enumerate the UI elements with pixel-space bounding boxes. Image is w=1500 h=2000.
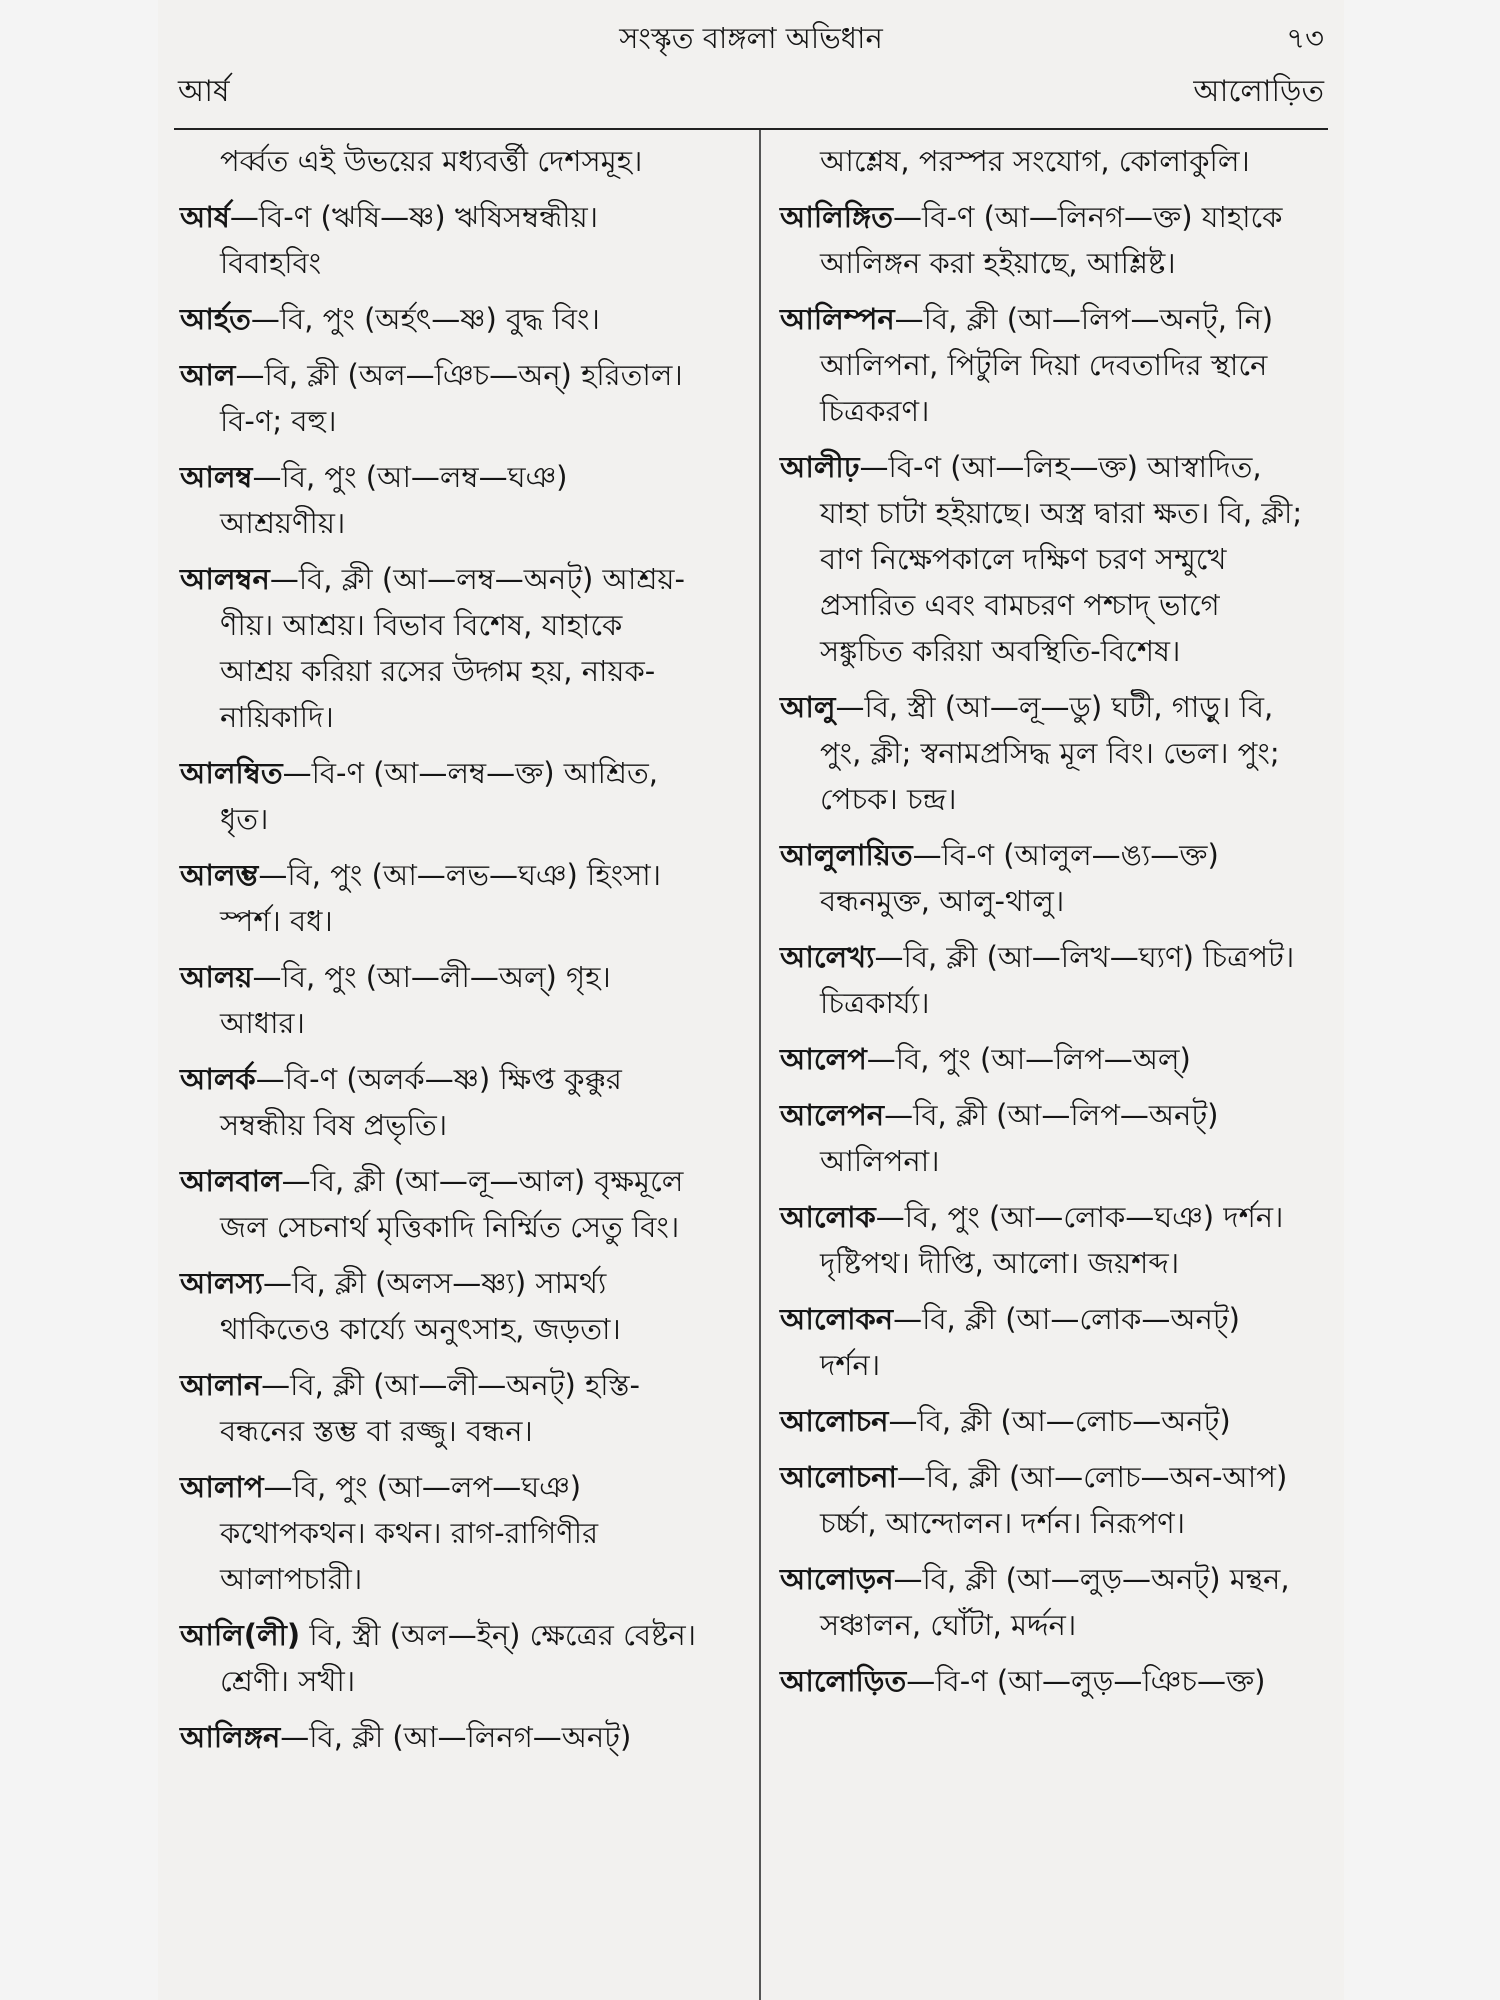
headword: আলয় <box>180 960 253 994</box>
definition: —বি, ক্লী (অলস—ষ্ণ্য) সামর্থ্য থাকিতেও কার্য্যে অনুৎসাহ, জড়তা। <box>220 1266 621 1346</box>
headword: আলম্ভ <box>180 858 259 892</box>
dictionary-entry <box>180 352 742 444</box>
dictionary-entry <box>180 454 742 546</box>
right-margin <box>1344 0 1500 2000</box>
headword: আলম্বন <box>180 562 270 596</box>
definition: —বি, পুং (আ—লী—অল্) গৃহ। আধার। <box>220 960 611 1040</box>
page-number: ৭৩ <box>1286 21 1324 55</box>
dictionary-entry <box>180 750 742 842</box>
definition: —বি, ক্লী (আ—লোক—অনট্) দর্শন। <box>820 1302 1240 1382</box>
dictionary-entry <box>780 1556 1328 1648</box>
guide-word-last: আলোড়িত <box>1193 74 1324 109</box>
definition: —বি, পুং (আ—লম্ব—ঘঞ) আশ্রয়ণীয়। <box>220 460 568 540</box>
headword: আলেখ্য <box>780 940 875 974</box>
book-title: সংস্কৃত বাঙ্গলা অভিধান <box>619 21 883 55</box>
headword: আলান <box>180 1368 262 1402</box>
dictionary-entry <box>180 1362 742 1454</box>
headword: আলবাল <box>180 1164 282 1198</box>
dictionary-entry <box>180 852 742 944</box>
definition: —বি, পুং (আ—লপ—ঘঞ) কথোপকথন। কথন। রাগ-রাগিণীর আলাপচারী। <box>220 1470 599 1596</box>
dictionary-entry <box>180 1260 742 1352</box>
dictionary-entry <box>180 556 742 740</box>
headword: আলেপন <box>780 1098 885 1132</box>
headword: আলাপ <box>180 1470 264 1504</box>
headword: আলোক <box>780 1200 876 1234</box>
definition: —বি, ক্লী (আ—লূ—আল) বৃক্ষমূলে জল সেচনার্থ মৃত্তিকাদি নির্ম্মিত সেতু বিং। <box>220 1164 684 1244</box>
definition: —বি-ণ (আলুল—ঙ্য—ক্ত) বন্ধনমুক্ত, আলু-থালু। <box>820 838 1219 918</box>
definition: —বি, ক্লী (আ—লম্ব—অনট্) আশ্রয়- ণীয়। আশ্রয়। বিভাব বিশেষ, যাহাকে আশ্রয় করিয়া রসের উদ্গম হয়, নায়ক- নায়িকাদি। <box>220 562 685 734</box>
headword: আলোচনা <box>780 1460 897 1494</box>
headword: আলোচন <box>780 1404 889 1438</box>
definition: —বি-ণ (ঋষি—ষ্ণ) ঋষিসম্বন্ধীয়। বিবাহবিং <box>220 200 599 280</box>
headword: আলিঙ্গন <box>180 1720 281 1754</box>
definition: —বি, পুং (অর্হৎ—ষ্ণ) বুদ্ধ বিং। <box>250 302 600 336</box>
definition: —বি, ক্লী (আ—লিপ—অনট্, নি) আলিপনা, পিটুলি দিয়া দেবতাদির স্থানে চিত্রকরণ। <box>820 302 1274 428</box>
headword: আলেপ <box>780 1042 867 1076</box>
dictionary-entry <box>180 1056 742 1148</box>
headword: আলোড়ন <box>780 1562 894 1596</box>
dictionary-entry <box>780 1092 1328 1184</box>
dictionary-entry <box>780 1454 1328 1546</box>
dictionary-entry <box>780 444 1328 674</box>
dictionary-page <box>158 0 1344 2000</box>
left-margin <box>0 0 158 2000</box>
dictionary-entry <box>180 1158 742 1250</box>
headword: আলম্ব <box>180 460 253 494</box>
dictionary-entry <box>780 194 1328 286</box>
definition: —বি, ক্লী (আ—লোচ—অনট্) <box>888 1404 1231 1438</box>
dictionary-entry <box>180 1612 742 1704</box>
definition: —বি, ক্লী (আ—লোচ—অন-আপ) চর্চ্চা, আন্দোলন। দর্শন। নিরূপণ। <box>820 1460 1288 1540</box>
headword: আলম্বিত <box>180 756 283 790</box>
dictionary-entry <box>780 1398 1328 1444</box>
definition: —বি, ক্লী (আ—লিখ—ঘ্যণ) চিত্রপট। চিত্রকার্য্য। <box>820 940 1295 1020</box>
dictionary-entry <box>780 1658 1328 1704</box>
definition: —বি-ণ (আ—লিনগ—ক্ত) যাহাকে আলিঙ্গন করা হইয়াছে, আশ্লিষ্ট। <box>820 200 1283 280</box>
definition: —বি, ক্লী (আ—লী—অনট্) হস্তি- বন্ধনের স্তম্ভ বা রজ্জু। বন্ধন। <box>220 1368 640 1448</box>
definition: —বি, পুং (আ—লোক—ঘঞ) দর্শন। দৃষ্টিপথ। দীপ্তি, আলো। জয়শব্দ। <box>820 1200 1284 1280</box>
headword: আল <box>180 358 236 392</box>
dictionary-entry <box>780 1194 1328 1286</box>
definition: —বি, ক্লী (আ—লুড়—অনট্) মন্থন, সঞ্চালন, ঘোঁটা, মর্দ্দন। <box>820 1562 1290 1642</box>
column-divider <box>759 130 761 2000</box>
dictionary-entry <box>780 934 1328 1026</box>
guide-word-first: আর্ষ <box>178 74 230 109</box>
headword: আলর্ক <box>180 1062 256 1096</box>
headword: আলিম্পন <box>780 302 895 336</box>
definition: —বি-ণ (আ—লুড়—ঞিচ—ক্ত) <box>906 1664 1266 1698</box>
definition: —বি, ক্লী (আ—লিপ—অনট্) আলিপনা। <box>820 1098 1219 1178</box>
left-column <box>180 138 742 1770</box>
dictionary-entry <box>180 1714 742 1760</box>
right-column <box>780 138 1328 1714</box>
dictionary-entry <box>180 194 742 286</box>
headword: আলুলায়িত <box>780 838 913 872</box>
definition: —বি, ক্লী (আ—লিনগ—অনট্) <box>280 1720 632 1754</box>
headword: আলি(লী) <box>180 1618 301 1652</box>
headword: আর্হত <box>180 302 251 336</box>
definition: —বি, স্ত্রী (আ—লূ—ডু) ঘটী, গাড়ু। বি, পুং, ক্লী; স্বনামপ্রসিদ্ধ মূল বিং। ভেল। পুং; পেচক। চন্দ্র। <box>820 690 1280 816</box>
headword: আলীঢ় <box>780 450 860 484</box>
dictionary-entry <box>780 1036 1328 1082</box>
dictionary-entry <box>780 684 1328 822</box>
dictionary-entry <box>180 954 742 1046</box>
continuation-text: আশ্লেষ, পরস্পর সংযোগ, কোলাকুলি। <box>820 144 1250 178</box>
headword: আলোকন <box>780 1302 894 1336</box>
header-rule <box>174 128 1328 130</box>
definition: —বি-ণ (আ—লম্ব—ক্ত) আশ্রিত, ধৃত। <box>220 756 658 836</box>
headword: আলোড়িত <box>780 1664 907 1698</box>
definition: —বি, ক্লী (অল—ঞিচ—অন্) হরিতাল। বি-ণ; বহু। <box>220 358 683 438</box>
definition: বি, স্ত্রী (অল—ইন্) ক্ষেত্রের বেষ্টন। শ্রেণী। সখী। <box>220 1618 697 1698</box>
continuation-text: পর্ব্বত এই উভয়ের মধ্যবর্ত্তী দেশসমূহ। <box>220 144 643 178</box>
dictionary-entry <box>780 832 1328 924</box>
headword: আলিঙ্গিত <box>780 200 894 234</box>
definition: —বি, পুং (আ—লিপ—অল্) <box>866 1042 1191 1076</box>
definition: —বি, পুং (আ—লভ—ঘঞ) হিংসা। স্পর্শ। বধ। <box>220 858 662 938</box>
definition: —বি-ণ (অলর্ক—ষ্ণ) ক্ষিপ্ত কুক্কুর সম্বন্ধীয় বিষ প্রভৃতি। <box>220 1062 622 1142</box>
headword: আলস্য <box>180 1266 264 1300</box>
dictionary-entry <box>780 296 1328 434</box>
dictionary-entry <box>180 1464 742 1602</box>
dictionary-entry <box>780 1296 1328 1388</box>
headword: আর্ষ <box>180 200 230 234</box>
headword: আলু <box>780 690 836 724</box>
definition: —বি-ণ (আ—লিহ—ক্ত) আস্বাদিত, যাহা চাটা হইয়াছে। অস্ত্র দ্বারা ক্ষত। বি, ক্লী; বাণ নিক্ষেপকালে দক্ষিণ চরণ সম্মুখে প্রসারিত এবং বামচরণ পশ্চাদ্ ভাগে সঙ্কুচিত করিয়া অবস্থিতি-বিশেষ। <box>820 450 1303 668</box>
dictionary-entry <box>180 296 742 342</box>
